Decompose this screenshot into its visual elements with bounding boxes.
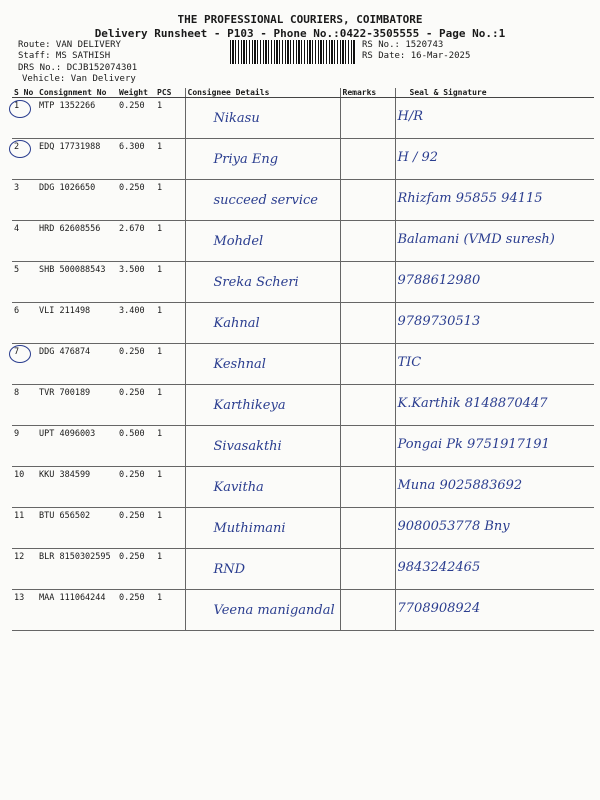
pcs-cell — [155, 467, 185, 508]
sno-cell-text: 11 — [14, 511, 25, 521]
row-mark-1 — [9, 100, 31, 118]
consignee-handwriting: Kahnal — [213, 316, 260, 331]
table-row — [12, 590, 594, 631]
weight-cell-text: 0.250 — [119, 347, 145, 357]
consignee-handwriting: Nikasu — [213, 111, 260, 126]
signature-handwriting: Muna 9025883692 — [397, 478, 523, 493]
pcs-cell — [155, 508, 185, 549]
sno-cell-text: 6 — [14, 306, 20, 316]
consignment-cell — [37, 549, 117, 590]
weight-cell-text: 0.500 — [119, 429, 145, 439]
consignee-cell — [185, 385, 340, 426]
signature-handwriting: 9788612980 — [397, 273, 481, 288]
remarks-cell — [340, 508, 395, 549]
remarks-cell — [340, 344, 395, 385]
sno-cell-text: 9 — [14, 429, 20, 439]
signature-handwriting: Rhizfam 95855 94115 — [397, 191, 543, 206]
consignment-cell-text: MTP 1352266 — [39, 101, 96, 111]
weight-cell — [117, 221, 155, 262]
sno-cell-text: 1 — [14, 101, 20, 111]
weight-cell-text: 3.400 — [119, 306, 145, 316]
pcs-cell-text: 1 — [157, 183, 163, 193]
seal-cell — [395, 508, 594, 549]
consignee-handwriting: Priya Eng — [213, 152, 279, 167]
weight-cell — [117, 262, 155, 303]
pcs-cell-text: 1 — [157, 593, 163, 603]
consignee-cell — [185, 344, 340, 385]
consignee-cell — [185, 98, 340, 139]
signature-handwriting: TIC — [397, 355, 422, 370]
pcs-cell-text: 1 — [157, 224, 163, 234]
remarks-cell — [340, 467, 395, 508]
sno-cell — [12, 426, 37, 467]
consignment-cell — [37, 467, 117, 508]
consignee-handwriting: Muthimani — [213, 521, 286, 536]
pcs-cell — [155, 262, 185, 303]
seal-cell — [395, 262, 594, 303]
consignment-cell-text: TVR 700189 — [39, 388, 91, 398]
seal-cell — [395, 426, 594, 467]
remarks-cell — [340, 262, 395, 303]
sno-cell-text: 12 — [14, 552, 25, 562]
staff-label: Staff: MS SATHISH — [18, 51, 111, 61]
weight-cell — [117, 139, 155, 180]
remarks-cell — [340, 590, 395, 631]
consignment-cell — [37, 303, 117, 344]
seal-cell — [395, 98, 594, 139]
consignment-cell — [37, 344, 117, 385]
consignment-cell-text: BTU 656502 — [39, 511, 91, 521]
consignment-cell — [37, 508, 117, 549]
signature-handwriting: H / 92 — [397, 150, 439, 165]
table-row — [12, 344, 594, 385]
seal-cell — [395, 467, 594, 508]
col-seal: Seal & Signature — [395, 88, 594, 98]
consignee-cell — [185, 549, 340, 590]
weight-cell — [117, 303, 155, 344]
table-row — [12, 549, 594, 590]
signature-handwriting: 9789730513 — [397, 314, 481, 329]
remarks-cell — [340, 426, 395, 467]
sno-cell-text: 10 — [14, 470, 25, 480]
col-consignee: Consignee Details — [185, 88, 340, 98]
table-row — [12, 426, 594, 467]
consignment-cell — [37, 221, 117, 262]
weight-cell-text: 0.250 — [119, 511, 145, 521]
pcs-cell — [155, 344, 185, 385]
consignment-cell-text: UPT 4096003 — [39, 429, 96, 439]
col-weight: Weight — [117, 88, 155, 98]
consignee-cell — [185, 221, 340, 262]
consignment-cell-text: MAA 111064244 — [39, 593, 106, 603]
consignment-cell-text: SHB 500088543 — [39, 265, 106, 275]
consignment-cell — [37, 385, 117, 426]
consignment-cell — [37, 180, 117, 221]
seal-cell — [395, 303, 594, 344]
consignee-handwriting: Karthikeya — [213, 398, 286, 413]
pcs-cell-text: 1 — [157, 347, 163, 357]
sno-cell — [12, 549, 37, 590]
consignment-cell — [37, 98, 117, 139]
sno-cell — [12, 590, 37, 631]
pcs-cell — [155, 303, 185, 344]
pcs-cell-text: 1 — [157, 265, 163, 275]
sno-cell — [12, 385, 37, 426]
weight-cell-text: 3.500 — [119, 265, 145, 275]
sno-cell-text: 5 — [14, 265, 20, 275]
remarks-cell — [340, 98, 395, 139]
pcs-cell-text: 1 — [157, 511, 163, 521]
route-label: Route: VAN DELIVERY — [18, 40, 121, 50]
remarks-cell — [340, 549, 395, 590]
pcs-cell-text: 1 — [157, 470, 163, 480]
table-row — [12, 467, 594, 508]
consignee-handwriting: Keshnal — [213, 357, 266, 372]
consignee-cell — [185, 467, 340, 508]
pcs-cell — [155, 139, 185, 180]
table-row — [12, 221, 594, 262]
consignee-cell — [185, 426, 340, 467]
consignment-cell-text: VLI 211498 — [39, 306, 91, 316]
col-sno: S No — [12, 88, 37, 98]
table-row — [12, 303, 594, 344]
sno-cell — [12, 180, 37, 221]
pcs-cell — [155, 221, 185, 262]
col-remarks: Remarks — [340, 88, 395, 98]
sno-cell-text: 2 — [14, 142, 20, 152]
signature-handwriting: 9843242465 — [397, 560, 481, 575]
table-body — [12, 98, 594, 631]
weight-cell-text: 0.250 — [119, 388, 145, 398]
consignee-handwriting: Kavitha — [213, 480, 264, 495]
weight-cell — [117, 98, 155, 139]
pcs-cell — [155, 549, 185, 590]
weight-cell — [117, 549, 155, 590]
sno-cell-text: 7 — [14, 347, 20, 357]
table-row — [12, 180, 594, 221]
pcs-cell — [155, 426, 185, 467]
seal-cell — [395, 590, 594, 631]
remarks-cell — [340, 385, 395, 426]
signature-handwriting: Pongai Pk 9751917191 — [397, 437, 550, 452]
remarks-cell — [340, 221, 395, 262]
consignee-handwriting: Sreka Scheri — [213, 275, 299, 290]
rs-number: RS No.: 1520743 — [362, 40, 444, 50]
drs-number: DRS No.: DCJB152074301 — [18, 63, 138, 73]
consignee-cell — [185, 508, 340, 549]
consignment-cell-text: HRD 62608556 — [39, 224, 101, 234]
weight-cell — [117, 467, 155, 508]
pcs-cell-text: 1 — [157, 142, 163, 152]
consignee-cell — [185, 590, 340, 631]
seal-cell — [395, 344, 594, 385]
sno-cell — [12, 221, 37, 262]
consignee-handwriting: Veena manigandal — [213, 603, 335, 618]
runsheet-subtitle: Delivery Runsheet - P103 - Phone No.:0422-3505555 - Page No.:1 — [94, 27, 506, 40]
pcs-cell-text: 1 — [157, 388, 163, 398]
weight-cell-text: 0.250 — [119, 552, 145, 562]
consignment-cell — [37, 590, 117, 631]
weight-cell-text: 2.670 — [119, 224, 145, 234]
weight-cell-text: 0.250 — [119, 470, 145, 480]
weight-cell — [117, 344, 155, 385]
signature-handwriting: H/R — [397, 109, 424, 124]
consignment-cell — [37, 262, 117, 303]
table-row — [12, 262, 594, 303]
consignment-cell — [37, 426, 117, 467]
pcs-cell — [155, 590, 185, 631]
weight-cell-text: 0.250 — [119, 183, 145, 193]
remarks-cell — [340, 180, 395, 221]
seal-cell — [395, 139, 594, 180]
consignee-handwriting: succeed service — [213, 193, 319, 208]
pcs-cell-text: 1 — [157, 306, 163, 316]
pcs-cell — [155, 98, 185, 139]
signature-handwriting: K.Karthik 8148870447 — [397, 396, 548, 411]
weight-cell — [117, 426, 155, 467]
weight-cell — [117, 385, 155, 426]
sno-cell-text: 4 — [14, 224, 20, 234]
row-mark-7 — [9, 345, 31, 363]
consignment-cell — [37, 139, 117, 180]
company-title: THE PROFESSIONAL COURIERS, COIMBATORE — [177, 13, 423, 26]
sno-cell — [12, 303, 37, 344]
barcode — [230, 40, 356, 64]
runsheet-table — [12, 88, 594, 631]
pcs-cell-text: 1 — [157, 101, 163, 111]
weight-cell — [117, 508, 155, 549]
signature-handwriting: 9080053778 Bny — [397, 519, 510, 534]
vehicle-label: Vehicle: Van Delivery — [22, 74, 136, 84]
remarks-cell — [340, 303, 395, 344]
consignee-cell — [185, 139, 340, 180]
pcs-cell-text: 1 — [157, 552, 163, 562]
weight-cell-text: 6.300 — [119, 142, 145, 152]
consignment-cell-text: BLR 8150302595 — [39, 552, 111, 562]
table-row — [12, 385, 594, 426]
rs-date: RS Date: 16-Mar-2025 — [362, 51, 471, 61]
seal-cell — [395, 180, 594, 221]
sno-cell-text: 8 — [14, 388, 20, 398]
consignee-cell — [185, 303, 340, 344]
sno-cell — [12, 508, 37, 549]
pcs-cell-text: 1 — [157, 429, 163, 439]
weight-cell — [117, 180, 155, 221]
consignee-cell — [185, 262, 340, 303]
consignment-cell-text: DDG 1026650 — [39, 183, 96, 193]
col-consignment: Consignment No — [37, 88, 117, 98]
consignee-handwriting: Sivasakthi — [213, 439, 282, 454]
weight-cell-text: 0.250 — [119, 593, 145, 603]
sno-cell — [12, 467, 37, 508]
sno-cell — [12, 262, 37, 303]
consignee-cell — [185, 180, 340, 221]
table-row — [12, 98, 594, 139]
seal-cell — [395, 221, 594, 262]
signature-handwriting: 7708908924 — [397, 601, 481, 616]
pcs-cell — [155, 385, 185, 426]
row-mark-2 — [9, 140, 31, 158]
weight-cell-text: 0.250 — [119, 101, 145, 111]
table-header — [12, 88, 594, 98]
sno-cell-text: 3 — [14, 183, 20, 193]
consignment-cell-text: EDQ 17731988 — [39, 142, 101, 152]
consignee-handwriting: RND — [213, 562, 246, 577]
seal-cell — [395, 549, 594, 590]
table-row — [12, 508, 594, 549]
sno-cell-text: 13 — [14, 593, 25, 603]
consignee-handwriting: Mohdel — [213, 234, 264, 249]
pcs-cell — [155, 180, 185, 221]
seal-cell — [395, 385, 594, 426]
consignment-cell-text: KKU 384599 — [39, 470, 91, 480]
consignment-cell-text: DDG 476874 — [39, 347, 91, 357]
table-row — [12, 139, 594, 180]
remarks-cell — [340, 139, 395, 180]
col-pcs: PCS — [155, 88, 185, 98]
weight-cell — [117, 590, 155, 631]
signature-handwriting: Balamani (VMD suresh) — [397, 232, 555, 247]
